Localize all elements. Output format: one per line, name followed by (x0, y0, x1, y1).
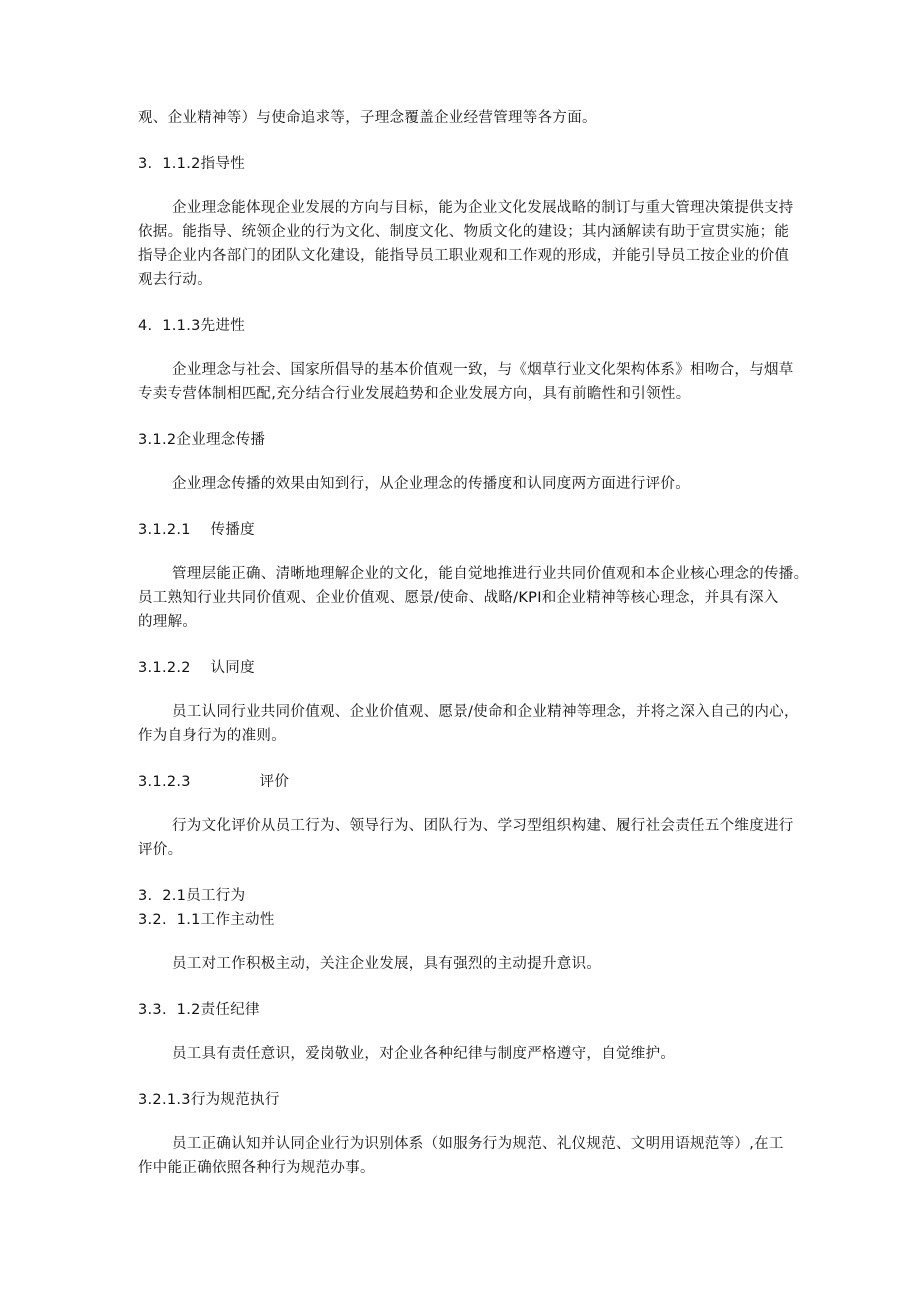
paragraph-line: 观去行动。 (138, 272, 212, 288)
section-heading-employee-behavior: 3. 2.1员工行为 (138, 888, 246, 904)
paragraph-line: 作为自身行为的准则。 (138, 728, 286, 744)
paragraph-line: 行为文化评价从员工行为、领导行为、团队行为、学习型组织构建、履行社会责任五个维度进行 (172, 818, 794, 834)
section-heading-evaluation: 3.1.2.3 评价 (138, 774, 290, 790)
paragraph-line: 企业理念传播的效果由知到行，从企业理念的传播度和认同度两方面进行评价。 (172, 476, 690, 492)
paragraph-line: 管理层能正确、清晰地理解企业的文化，能自觉地推进行业共同价值观和本企业核心理念的传播。 (172, 566, 809, 582)
section-heading-responsibility: 3.3. 1.2责任纪律 (138, 1002, 260, 1018)
paragraph-line: 专卖专营体制相匹配,充分结合行业发展趋势和企业发展方向，具有前瞻性和引领性。 (138, 386, 691, 402)
paragraph-line: 员工熟知行业共同价值观、企业价值观、愿景/使命、战略/KPI和企业精神等核心理念，并具有深入 (138, 590, 779, 606)
section-heading-concept-spread: 3.1.2企业理念传播 (138, 432, 266, 448)
paragraph-line: 企业理念与社会、国家所倡导的基本价值观一致，与《烟草行业文化架构体系》相吻合，与烟草 (172, 362, 794, 378)
paragraph-line: 员工对工作积极主动，关注企业发展，具有强烈的主动提升意识。 (172, 956, 602, 972)
section-heading-conduct-norms: 3.2.1.3行为规范执行 (138, 1092, 280, 1108)
paragraph-line: 企业理念能体现企业发展的方向与目标，能为企业文化发展战略的制订与重大管理决策提供支持 (172, 200, 794, 216)
paragraph-line: 指导企业内各部门的团队文化建设，能指导员工职业观和工作观的形成，并能引导员工按企业的价值 (138, 248, 790, 264)
paragraph-line: 员工具有责任意识，爱岗敬业，对企业各种纪律与制度严格遵守，自觉维护。 (172, 1046, 676, 1062)
section-heading-spread-degree: 3.1.2.1 传播度 (138, 522, 255, 538)
paragraph-line: 评价。 (138, 842, 183, 858)
paragraph-line: 员工认同行业共同价值观、企业价值观、愿景/使命和企业精神等理念，并将之深入自己的内心， (172, 704, 799, 720)
section-heading-guidance: 3. 1.1.2指导性 (138, 156, 246, 172)
section-heading-advanced: 4. 1.1.3先进性 (138, 318, 246, 334)
paragraph-line: 的理解。 (138, 614, 198, 630)
paragraph-line: 依据。能指导、统领企业的行为文化、制度文化、物质文化的建设；其内涵解读有助于宣贯实施；能 (138, 224, 790, 240)
section-heading-recognition: 3.1.2.2 认同度 (138, 660, 255, 676)
section-heading-work-initiative: 3.2. 1.1工作主动性 (138, 912, 275, 928)
paragraph-line: 作中能正确依照各种行为规范办事。 (138, 1160, 375, 1176)
paragraph-continuation-line: 观、企业精神等）与使命追求等，子理念覆盖企业经营管理等各方面。 (138, 110, 597, 126)
paragraph-line: 员工正确认知并认同企业行为识别体系（如服务行为规范、礼仪规范、文明用语规范等）,在工 (172, 1136, 784, 1152)
